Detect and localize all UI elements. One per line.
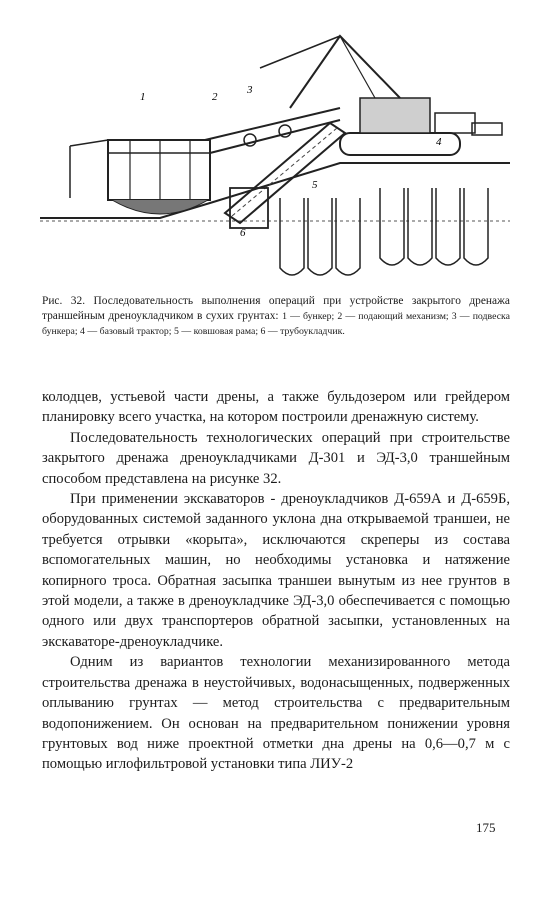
trench-cross-sections [280, 188, 488, 275]
paragraph-3: При применении экскаваторов - дреноукладчиков Д-659А и Д-659Б, оборудованных системой заданного уклона дна открываемой траншеи, не требуется отрывки «корыта», исключаются скреперы из состава вспомогательных машин, но необходимы установка и натяжение копирного троса. Обратная засыпка траншеи вынутым из нее грунтов в этой модели, а также в дреноукладчике ЭД-3,0 обеспечивается с помощью одного или двух транспортеров обратной засыпки, установленных на экскаваторе-дреноукладчике. [42, 491, 510, 650]
label-6: 6 [240, 227, 246, 239]
page-number: 175 [476, 820, 496, 835]
label-2: 2 [212, 91, 218, 103]
figure-caption [42, 294, 510, 339]
caption-title: Рис. 32. Последовательность выполнения операций при устройстве закрытого дренажа траншейным дреноукладчиком в сухих грунтах: [42, 295, 510, 322]
base-tractor [340, 98, 502, 155]
caption-legend: 1 — бункер; 2 — подающий механизм; 3 — подвеска бункера; 4 — базовый трактор; 5 — ковшовая рама; 6 — трубоукладчик. [42, 311, 511, 337]
bunker [70, 140, 210, 214]
paragraph-2: Последовательность технологических операций при строительстве закрытого дренажа дреноукладчиками Д-301 и ЭД-3,0 траншейным способом представлена на рисунке 32. [42, 429, 510, 487]
bunker-suspension [260, 36, 400, 108]
label-5: 5 [312, 179, 318, 191]
label-3: 3 [247, 84, 253, 96]
paragraph-4: Одним из вариантов технологии механизированного метода строительства дренажа в неустойчивых, водонасыщенных, подверженных оплыванию грунтах — метод строительства с предварительным водопонижением. Он основан на предварительном понижении уровня грунтовых вод ниже проектной отметки дна дрены на 0,6—0,7 м с помощью иглофильтровой установки типа ЛИУ-2 [42, 654, 510, 773]
machine-illustration [40, 28, 510, 286]
body-text [42, 387, 510, 775]
trench-drainage-machine-figure [40, 28, 510, 286]
bucket-frame [225, 123, 345, 228]
label-4: 4 [436, 136, 442, 148]
paragraph-1: колодцев, устьевой части дрены, а также бульдозером или грейдером планировку всего участка, на котором построили дренажную систему. [42, 389, 510, 426]
label-1: 1 [140, 91, 146, 103]
